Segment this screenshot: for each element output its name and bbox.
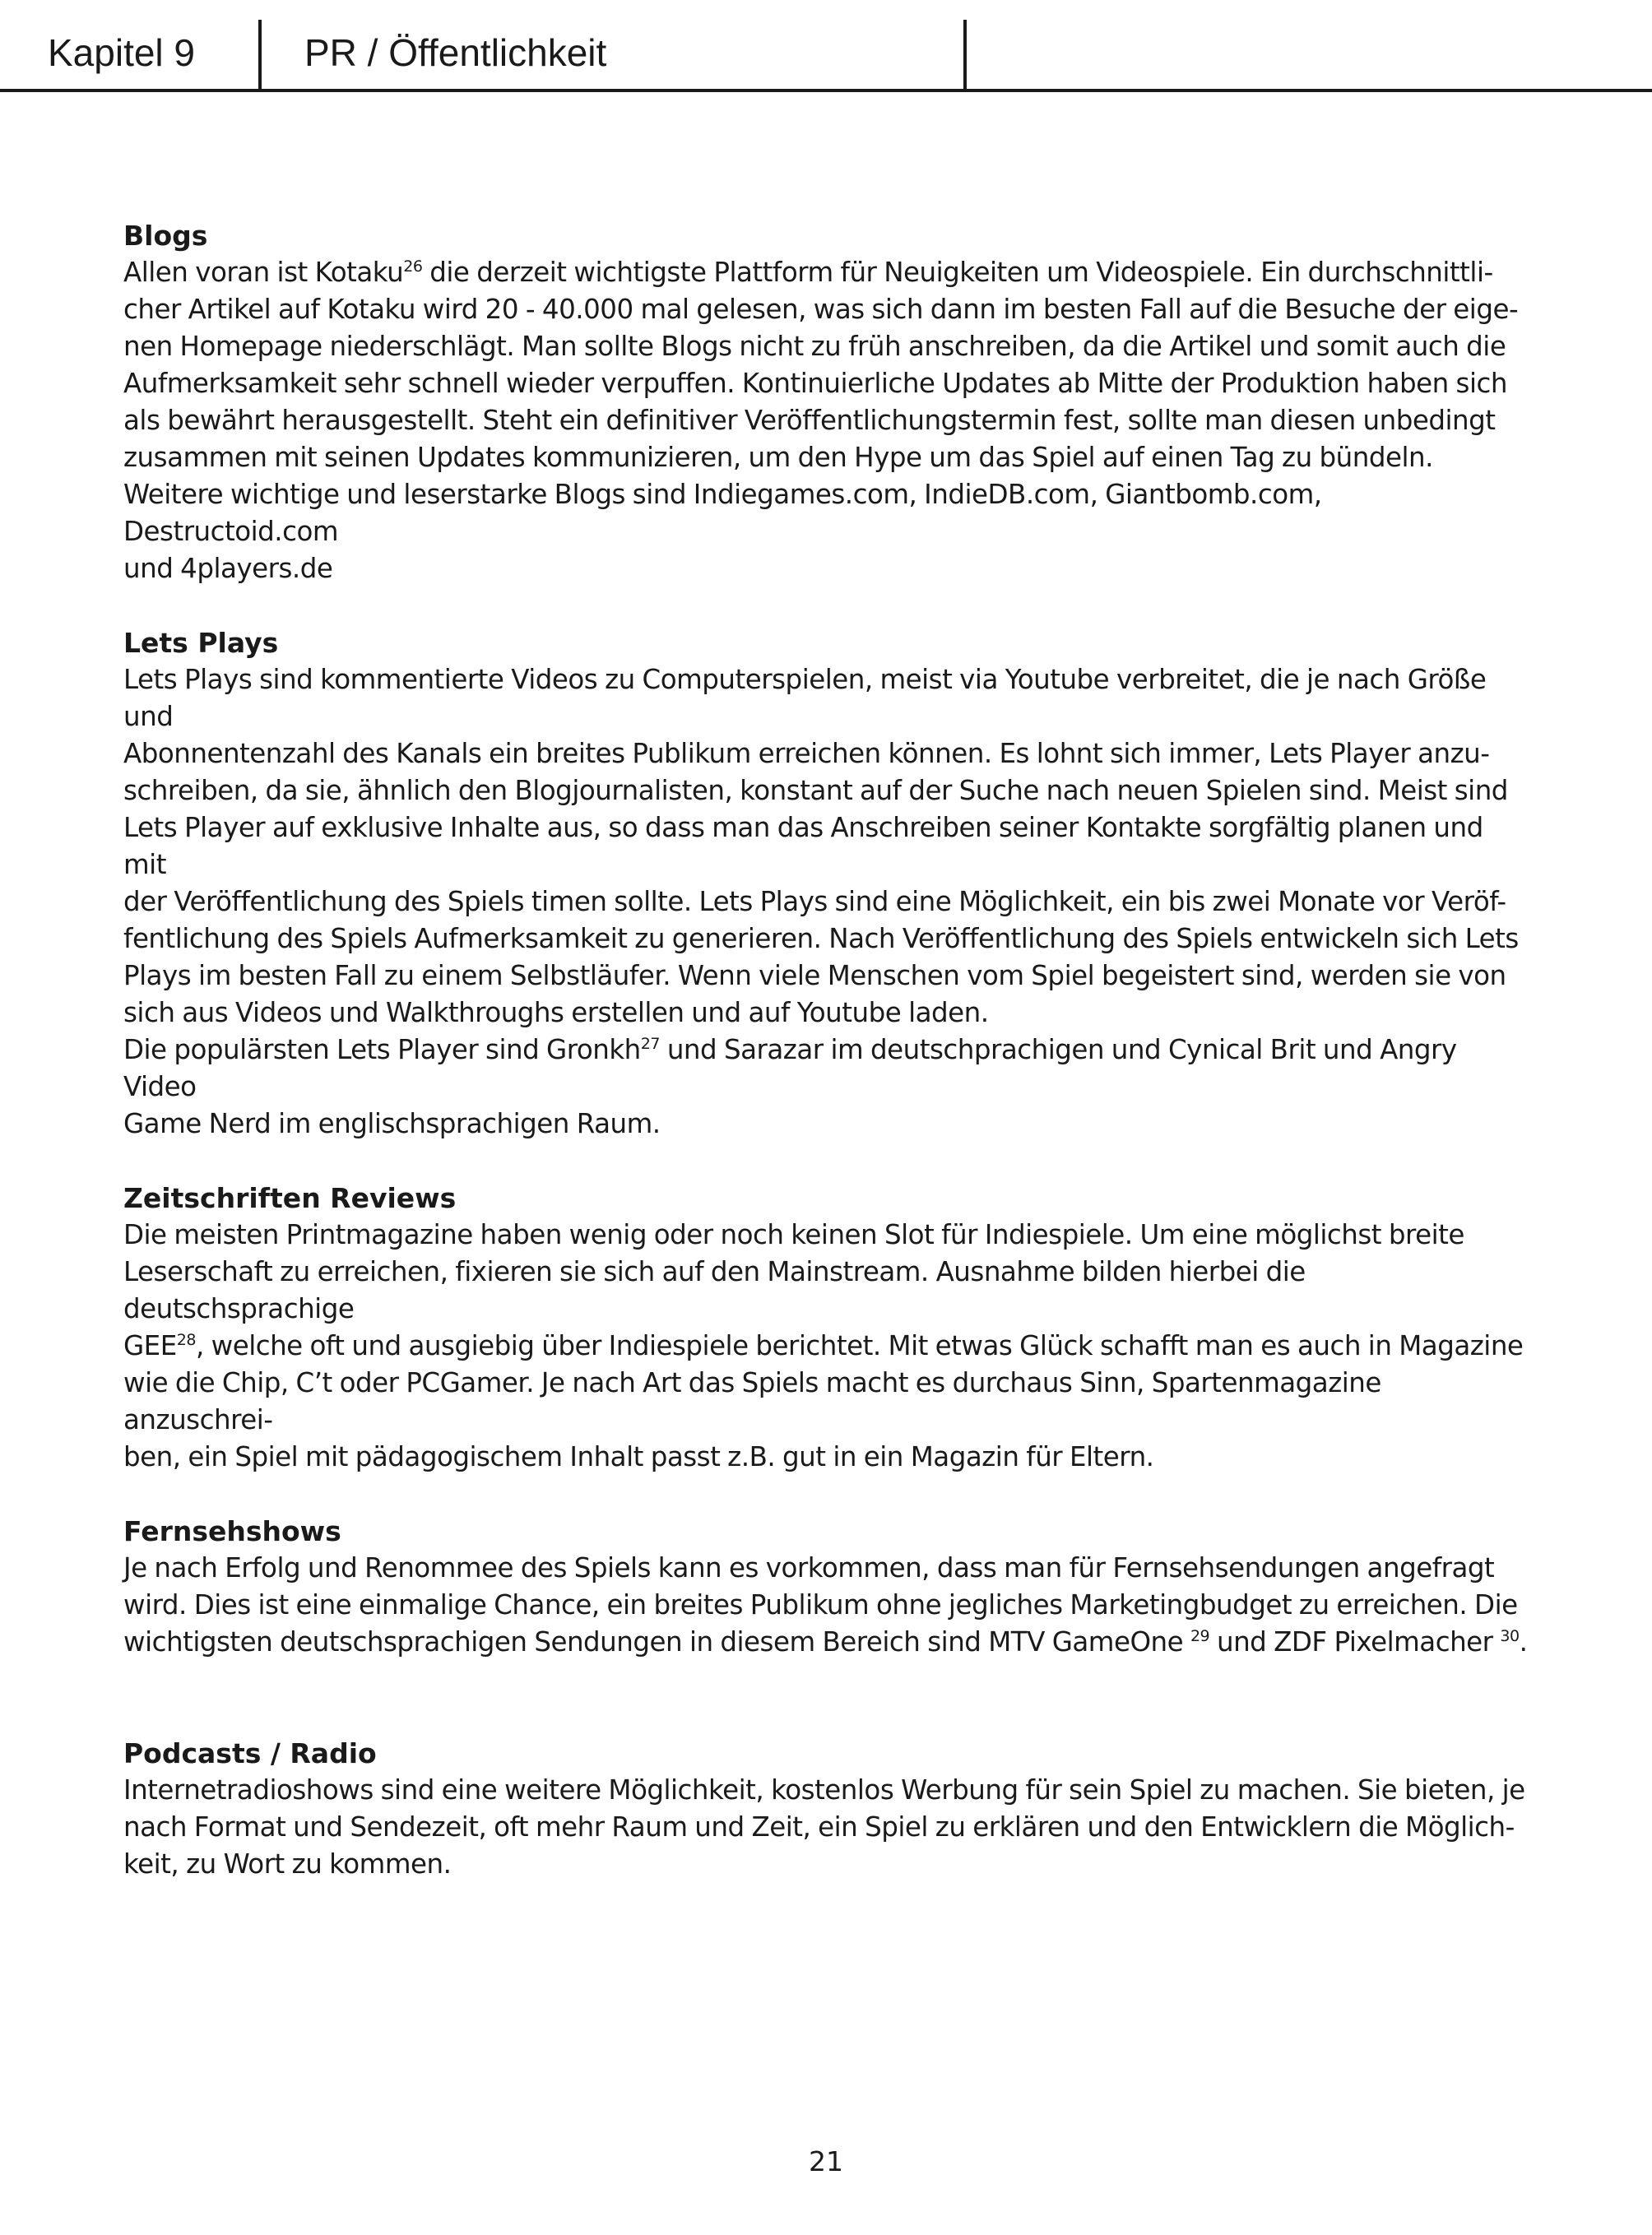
footnote-marker: 30 — [1500, 1627, 1520, 1645]
paragraph — [123, 1550, 1532, 1661]
section-heading: Podcasts / Radio — [123, 1737, 377, 1769]
section-zeitschriften-reviews — [123, 1180, 1532, 1476]
paragraph — [123, 1032, 1532, 1143]
text-run: die derzeit wichtigste Plattform für Neuigkeiten um Videospiele. Ein durchschnittli- cher Artikel auf Kotaku wird 20 - 40.000 mal gelesen, was sich dann im besten Fall auf die Besuche der eige- nen Homepage niederschlägt. Man sollte Blogs nicht zu früh anschreiben, da die Artikel und somit auch die Aufmerksamkeit sehr schnell wieder verpuffen. Kontinuierliche Updates ab Mitte der Produktion haben sich als bewährt herausgestellt. Steht ein definitiver Veröffentlichungstermin fest, sollte man diesen unbedingt zusammen mit seinen Updates kommunizieren, um den Hype um das Spiel auf einen Tag zu bündeln. Weitere wichtige und leserstarke Blogs sind Indiegames.com, IndieDB.com, Giantbomb.com, Destructoid.com und 4players.de — [123, 257, 1519, 584]
chapter-label: Kapitel 9 — [48, 31, 196, 74]
page-number: 21 — [809, 2145, 843, 2177]
chapter-title: PR / Öffentlichkeit — [304, 31, 607, 74]
section-heading: Zeitschriften Reviews — [123, 1182, 457, 1214]
section-blogs — [123, 217, 1532, 587]
page-header — [0, 0, 1652, 92]
text-run: Je nach Erfolg und Renommee des Spiels kann es vorkommen, dass man für Fernsehsendungen angefragt wird. Dies ist eine einmalige Chance, ein breites Publikum ohne jegliches Marketingbudget zu erreichen. Die wichtigsten deutschsprachigen Sendungen in diesem Bereich sind MTV GameOne — [123, 1552, 1518, 1658]
paragraph — [123, 661, 1532, 1032]
text-run: Die meisten Printmagazine haben wenig oder noch keinen Slot für Indiespiele. Um eine möglichst breite Leserschaft zu erreichen, fixieren sie sich auf den Mainstream. Ausnahme bilden hierbei die deutschsprachige GEE — [123, 1219, 1464, 1361]
section-heading: Blogs — [123, 220, 208, 252]
text-run: , welche oft und ausgiebig über Indiespiele berichtet. Mit etwas Glück schafft man es auch in Magazine wie die Chip, C’t oder PCGamer. Je nach Art das Spiels macht es durchaus Sinn, Spartenmagazine anzuschrei- ben, ein Spiel mit pädagogischem Inhalt passt z.B. gut in ein Magazin für Eltern. — [123, 1330, 1524, 1472]
footnote-marker: 29 — [1190, 1627, 1210, 1645]
paragraph — [123, 1217, 1532, 1476]
paragraph — [123, 1772, 1532, 1883]
section-heading: Fernsehshows — [123, 1515, 341, 1547]
section-heading: Lets Plays — [123, 627, 279, 659]
header-divider — [963, 20, 967, 92]
section-podcasts-radio — [123, 1735, 1532, 1883]
header-rule — [0, 89, 1652, 92]
footnote-marker: 28 — [176, 1331, 196, 1349]
text-run: und ZDF Pixelmacher — [1209, 1626, 1501, 1658]
paragraph — [123, 254, 1532, 587]
footnote-marker: 26 — [403, 257, 423, 276]
text-run: Die populärsten Lets Player sind Gronkh — [123, 1034, 641, 1065]
header-divider — [258, 20, 262, 92]
text-run: Internetradioshows sind eine weitere Möglichkeit, kostenlos Werbung für sein Spiel zu machen. Sie bieten, je nach Format und Sendezeit, oft mehr Raum und Zeit, ein Spiel zu erklären und den Entwicklern die Möglich- keit, zu Wort zu kommen. — [123, 1774, 1525, 1880]
section-lets-plays — [123, 624, 1532, 1143]
text-run: und Sarazar im deutschprachigen und Cynical Brit und Angry Video Game Nerd im englischsprachigen Raum. — [123, 1034, 1457, 1139]
text-run: Allen voran ist Kotaku — [123, 257, 404, 288]
footnote-marker: 27 — [640, 1035, 660, 1053]
text-run: . — [1519, 1626, 1528, 1658]
page-body — [123, 217, 1532, 1883]
text-run: Lets Plays sind kommentierte Videos zu Computerspielen, meist via Youtube verbreitet, die je nach Größe und Abonnentenzahl des Kanals ein breites Publikum erreichen können. Es lohnt sich immer, Lets Player anzu- schreiben, da sie, ähnlich den Blogjournalisten, konstant auf der Suche nach neuen Spielen sind. Meist sind Lets Player auf exklusive Inhalte aus, so dass man das Anschreiben seiner Kontakte sorgfältig planen und mit der Veröffentlichung des Spiels timen sollte. Lets Plays sind eine Möglichkeit, ein bis zwei Monate vor Veröf- fentlichung des Spiels Aufmerksamkeit zu generieren. Nach Veröffentlichung des Spiels entwickeln sich Lets Plays im besten Fall zu einem Selbstläufer. Wenn viele Menschen vom Spiel begeistert sind, werden sie von sich aus Videos und Walkthroughs erstellen und auf Youtube laden. — [123, 664, 1519, 1028]
section-fernsehshows — [123, 1513, 1532, 1661]
